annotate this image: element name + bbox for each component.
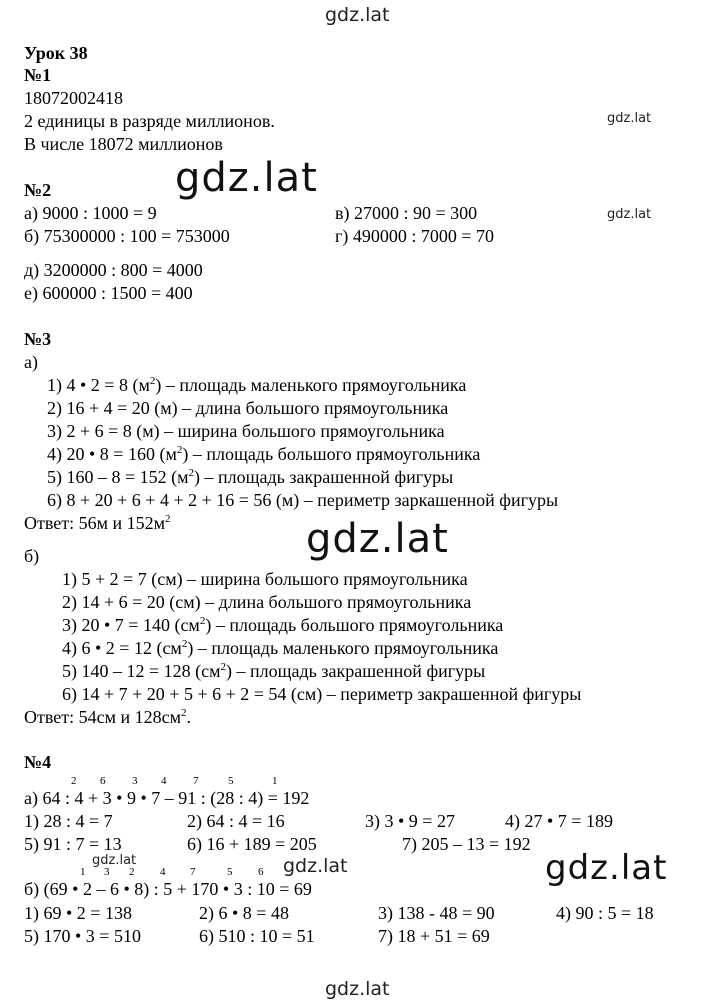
task4-b-step-1: 1) 69 • 2 = 138: [24, 903, 132, 923]
task4-b-order-1: 1: [80, 866, 86, 878]
task4-b-step-3: 3) 138 - 48 = 90: [378, 903, 495, 923]
task2-e: е) 600000 : 1500 = 400: [24, 283, 193, 303]
watermark-mid: gdz.lat: [283, 855, 348, 877]
task4-number: №4: [24, 752, 52, 772]
task4-a-expression: а) 64 : 4 + 3 • 9 • 7 – 91 : (28 : 4) = 192: [24, 788, 310, 808]
task2-b: б) 75300000 : 100 = 753000: [24, 226, 230, 246]
task3-b-answer: Ответ: 54см и $128см^2$.: [24, 707, 192, 727]
task3-b-step-3: 3) 20 • 7 = 140 $(см^2)$ – площадь большого прямоугольника: [62, 615, 504, 635]
task3-number: №3: [24, 329, 52, 349]
task4-a-order-6: 5: [228, 775, 234, 787]
task1-line-2: 2 единицы в разряде миллионов.: [24, 111, 275, 131]
task3-b-step-5: 5) 140 – 12 = 128 $(см^2)$ – площадь закрашенной фигуры: [62, 661, 486, 681]
task3-a-answer: Ответ: 56м и $152м^2$: [24, 513, 171, 533]
task4-a-order-1: 2: [71, 775, 77, 787]
task4-b-order-7: 6: [258, 866, 264, 878]
task4-b-order-5: 7: [190, 866, 196, 878]
task4-b-step-2: 2) 6 • 8 = 48: [199, 903, 289, 923]
task4-a-step-1: 1) 28 : 4 = 7: [24, 811, 113, 831]
task3-b-step-2: 2) 14 + 6 = 20 (см) – длина большого прямоугольника: [62, 592, 472, 612]
task3-a-label: а): [24, 352, 38, 372]
task4-a-step-7: 7) 205 – 13 = 192: [402, 834, 531, 854]
task4-a-order-7: 1: [272, 775, 278, 787]
task3-b-step-1: 1) 5 + 2 = 7 (см) – ширина большого прямоугольника: [62, 569, 468, 589]
watermark-right-2: gdz.lat: [607, 207, 652, 222]
task4-a-order-2: 6: [100, 775, 106, 787]
task3-a-step-2: 2) 16 + 4 = 20 (м) – длина большого прямоугольника: [47, 398, 449, 418]
task2-number: №2: [24, 180, 52, 200]
task4-b-step-4: 4) 90 : 5 = 18: [556, 903, 654, 923]
task4-a-step-6: 6) 16 + 189 = 205: [187, 834, 317, 854]
task4-a-step-4: 4) 27 • 7 = 189: [505, 811, 613, 831]
task3-b-label: б): [24, 546, 40, 566]
task1-line-1: 18072002418: [24, 88, 123, 108]
task1-number: №1: [24, 65, 52, 85]
task4-b-order-2: 3: [104, 866, 110, 878]
task4-b-order-3: 2: [129, 866, 135, 878]
task4-a-step-3: 3) 3 • 9 = 27: [365, 811, 455, 831]
task4-a-order-3: 3: [132, 775, 138, 787]
task4-a-step-5: 5) 91 : 7 = 13: [24, 834, 122, 854]
task3-b-step-4: 4) 6 • 2 = 12 $(см^2)$ – площадь маленького прямоугольника: [62, 638, 499, 658]
task4-a-order-4: 4: [161, 775, 167, 787]
task2-a: а) 9000 : 1000 = 9: [24, 203, 157, 223]
task4-b-order-4: 4: [160, 866, 166, 878]
watermark-big-1: gdz.lat: [175, 155, 318, 201]
lesson-title: Урок 38: [24, 43, 88, 63]
task4-b-step-6: 6) 510 : 10 = 51: [199, 926, 315, 946]
task3-a-step-5: 5) 160 – 8 = 152 $(м^2)$ – площадь закрашенной фигуры: [47, 467, 454, 487]
task4-a-step-2: 2) 64 : 4 = 16: [187, 811, 285, 831]
task3-a-step-4: 4) 20 • 8 = 160 $(м^2)$ – площадь большого прямоугольника: [47, 444, 481, 464]
task1-line-3: В числе 18072 миллионов: [24, 134, 223, 154]
task2-v: в) 27000 : 90 = 300: [335, 203, 478, 223]
task3-a-step-1: 1) 4 • 2 = 8 $(м^2)$ – площадь маленького прямоугольника: [47, 375, 467, 395]
watermark-top: gdz.lat: [325, 4, 390, 26]
watermark-bottom: gdz.lat: [325, 978, 390, 1000]
watermark-big-2: gdz.lat: [306, 516, 449, 562]
watermark-right-1: gdz.lat: [607, 111, 652, 126]
task3-a-step-6: 6) 8 + 20 + 6 + 4 + 2 + 16 = 56 (м) – периметр заркашенной фигуры: [47, 490, 559, 510]
task3-b-step-6: 6) 14 + 7 + 20 + 5 + 6 + 2 = 54 (см) – периметр закрашенной фигуры: [62, 684, 582, 704]
task4-b-step-5: 5) 170 • 3 = 510: [24, 926, 141, 946]
task4-b-step-7: 7) 18 + 51 = 69: [378, 926, 490, 946]
task3-a-step-3: 3) 2 + 6 = 8 (м) – ширина большого прямоугольника: [47, 421, 445, 441]
task2-g: г) 490000 : 7000 = 70: [335, 226, 495, 246]
task4-b-expression: б) (69 • 2 – 6 • 8) : 5 + 170 • 3 : 10 = 69: [24, 879, 312, 899]
task4-a-order-5: 7: [193, 775, 199, 787]
watermark-big-3: gdz.lat: [545, 848, 668, 888]
task4-b-order-6: 5: [227, 866, 233, 878]
watermark-small-mid: gdz.lat: [92, 853, 137, 868]
task2-d: д) 3200000 : 800 = 4000: [24, 260, 203, 280]
